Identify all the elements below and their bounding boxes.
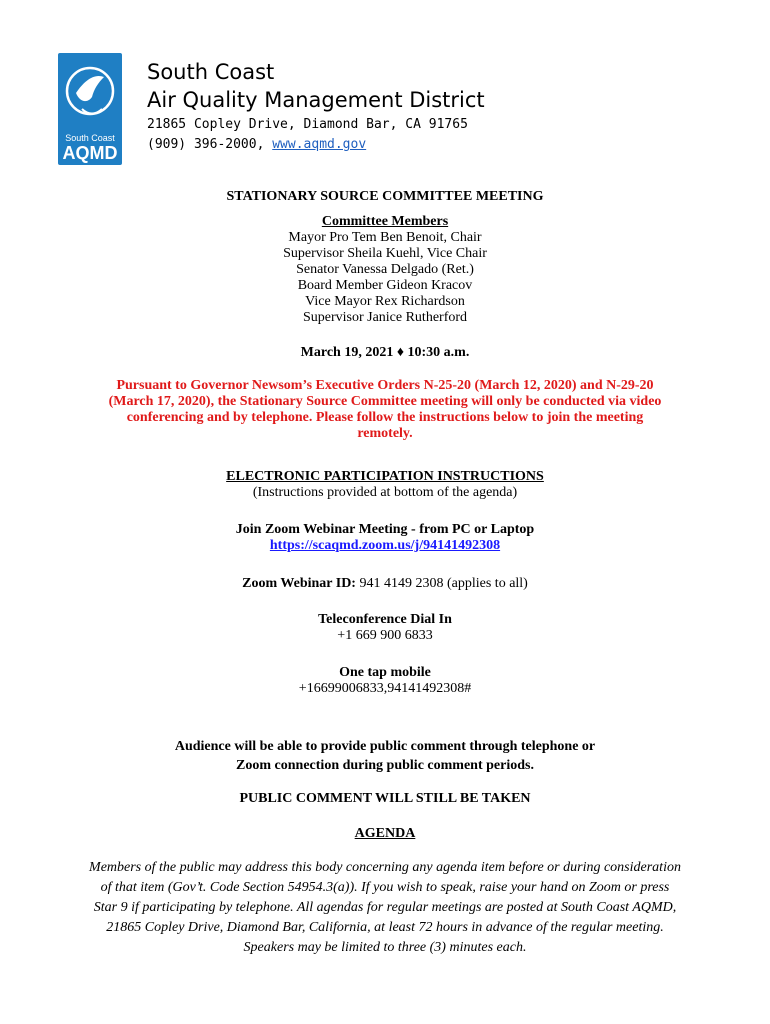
org-name-line2: Air Quality Management District (147, 88, 485, 112)
dial-heading: Teleconference Dial In (318, 612, 452, 627)
agenda-heading: AGENDA (354, 826, 416, 841)
logo-text-top: South Coast (65, 133, 115, 143)
meeting-title: STATIONARY SOURCE COMMITTEE MEETING (226, 189, 544, 204)
dial-in-block (0, 612, 770, 644)
member-item: Supervisor Janice Rutherford (302, 310, 468, 325)
webinar-id-value: 941 4149 2308 (applies to all) (359, 576, 528, 591)
audience-comment-note (0, 737, 770, 775)
zoom-link[interactable]: https://scaqmd.zoom.us/j/94141492308 (269, 538, 501, 553)
member-item: Supervisor Sheila Kuehl, Vice Chair (283, 246, 487, 261)
instructions-heading: ELECTRONIC PARTICIPATION INSTRUCTIONS (226, 469, 544, 484)
logo-text-bottom: AQMD (62, 143, 118, 163)
aqmd-logo (58, 53, 122, 165)
notice-line: Pursuant to Governor Newsom’s Executive Orders N-25-20 (March 12, 2020) and N-29-20 (116, 378, 654, 393)
members-heading: Committee Members (321, 214, 449, 229)
member-item: Board Member Gideon Kracov (297, 278, 473, 293)
agenda-line: Star 9 if participating by telephone. All agendas for regular meetings are posted at South Coast AQMD, (93, 900, 677, 915)
instructions-subheading: (Instructions provided at bottom of the agenda) (252, 485, 518, 500)
executive-order-notice (0, 378, 770, 442)
bird-sun-icon (64, 59, 116, 129)
org-name-line1: South Coast (147, 60, 275, 84)
webinar-id-label: Zoom Webinar ID: (242, 576, 356, 591)
agenda-line: of that item (Gov’t. Code Section 54954.3(a)). If you wish to speak, raise your hand on Zoom or press (100, 880, 670, 895)
agenda-instructions (0, 858, 770, 958)
agenda-line: Members of the public may address this body concerning any agenda item before or during consideration (89, 860, 681, 875)
org-phone-line (147, 135, 468, 155)
mobile-heading: One tap mobile (339, 665, 431, 680)
meeting-time: 10:30 a.m. (407, 345, 470, 360)
notice-line: (March 17, 2020), the Stationary Source Committee meeting will only be conducted via video (108, 394, 662, 409)
dial-number: +1 669 900 6833 (337, 628, 433, 643)
zoom-join-block (0, 522, 770, 554)
meeting-date: March 19, 2021 (300, 345, 394, 360)
webinar-id (0, 576, 770, 592)
audience-line: Audience will be able to provide public comment through telephone or (174, 739, 596, 754)
member-item: Senator Vanessa Delgado (Ret.) (296, 262, 474, 277)
audience-line: Zoom connection during public comment periods. (236, 758, 534, 773)
electronic-participation (0, 469, 770, 501)
org-name (147, 58, 485, 114)
meeting-datetime (0, 345, 770, 361)
mobile-number: +16699006833,94141492308# (298, 681, 472, 696)
one-tap-block (0, 665, 770, 697)
org-phone: (909) 396-2000, (147, 137, 265, 152)
public-comment-notice: PUBLIC COMMENT WILL STILL BE TAKEN (239, 791, 531, 806)
member-item: Vice Mayor Rex Richardson (305, 294, 465, 309)
diamond-icon: ♦ (396, 345, 404, 360)
agenda-line: 21865 Copley Drive, Diamond Bar, California, at least 72 hours in advance of the regular meeting. (106, 920, 664, 935)
notice-line: remotely. (357, 426, 413, 441)
agenda-line: Speakers may be limited to three (3) minutes each. (243, 940, 527, 955)
committee-members (0, 214, 770, 326)
website-link[interactable]: www.aqmd.gov (272, 137, 367, 152)
member-item: Mayor Pro Tem Ben Benoit, Chair (288, 230, 482, 245)
org-contact (147, 115, 468, 155)
notice-line: conferencing and by telephone. Please follow the instructions below to join the meeting (126, 410, 644, 425)
org-address: 21865 Copley Drive, Diamond Bar, CA 91765 (147, 117, 468, 132)
zoom-heading: Join Zoom Webinar Meeting - from PC or Laptop (235, 522, 535, 537)
